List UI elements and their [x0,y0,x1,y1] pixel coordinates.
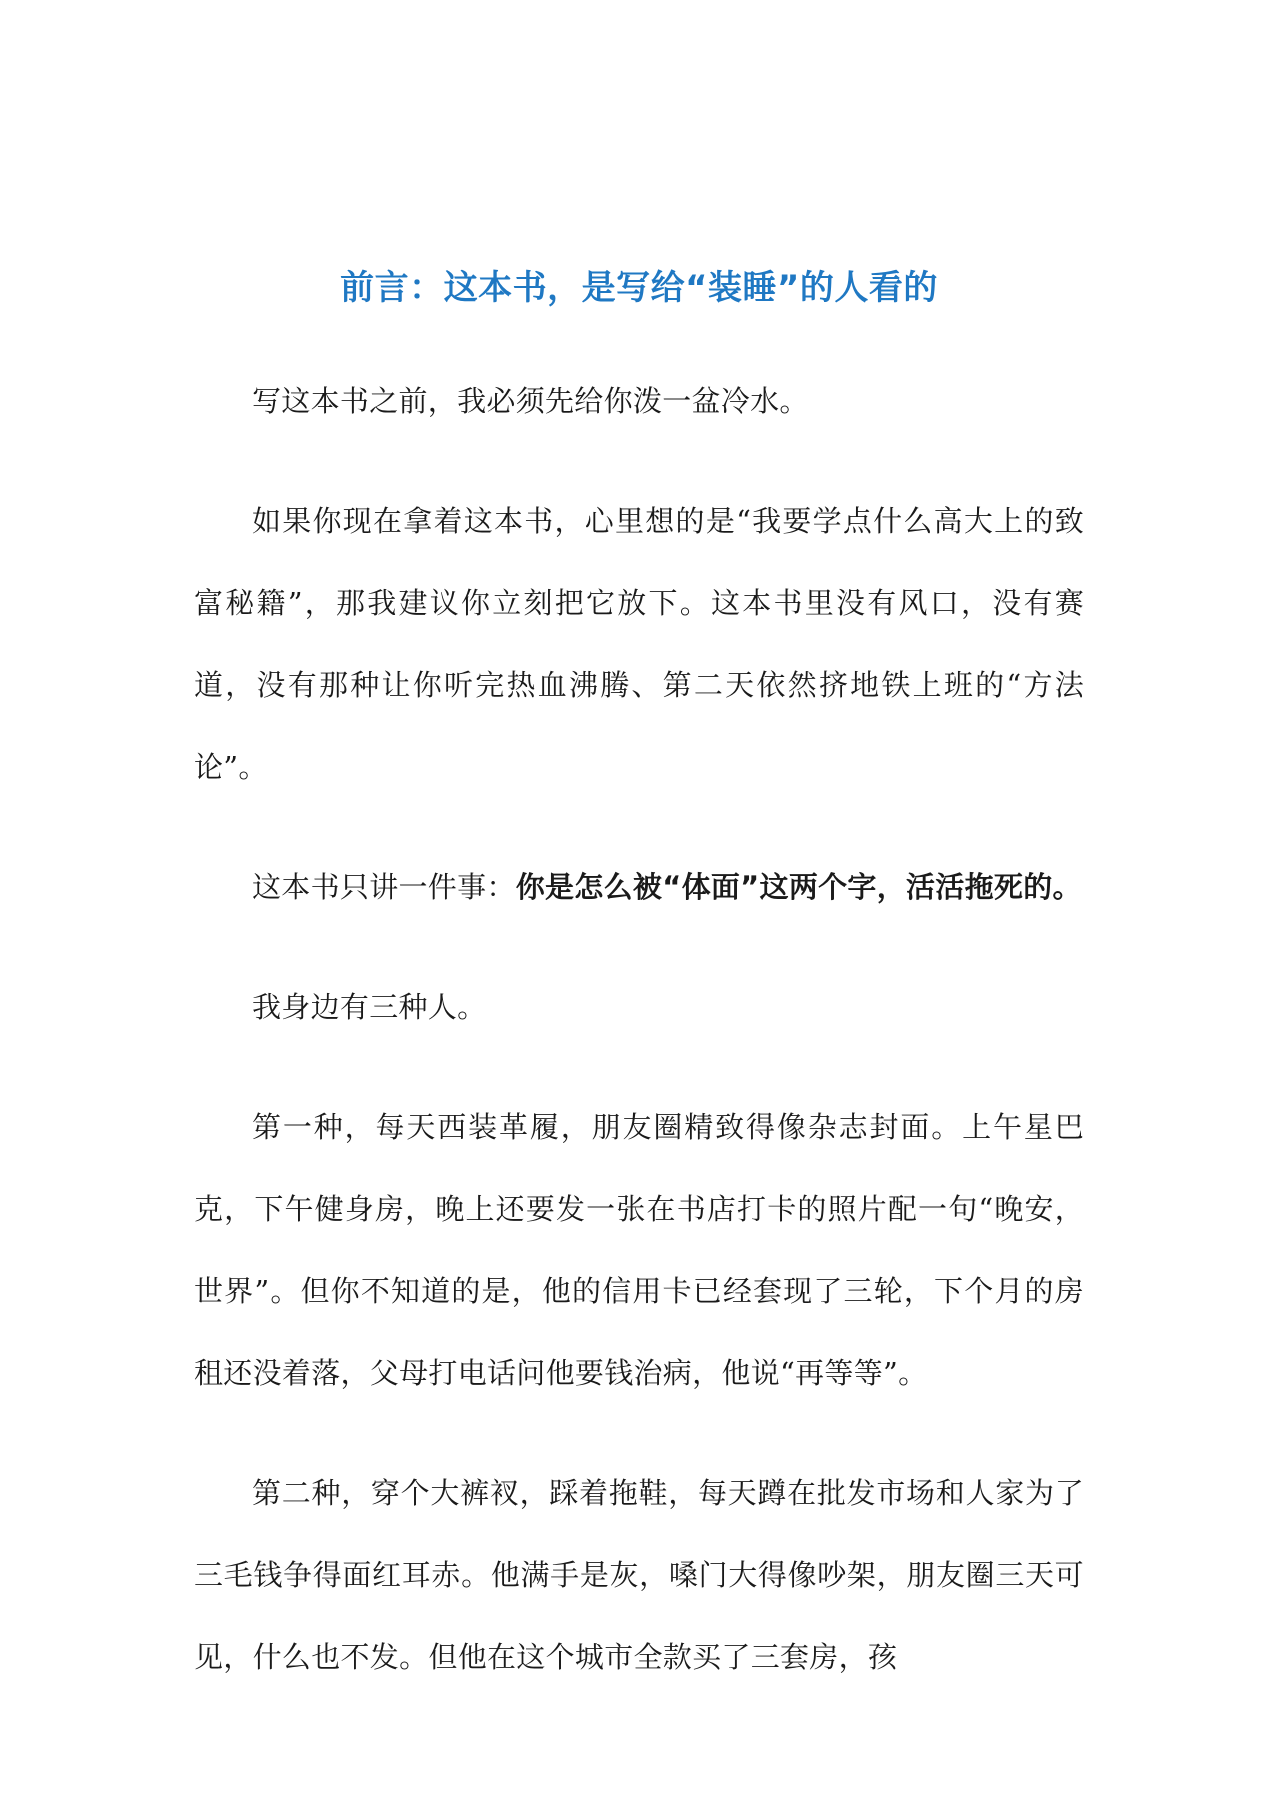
emphasis-text: 你是怎么被“体面”这两个字，活活拖死的。 [515,870,1082,904]
paragraph: 第一种，每天西装革履，朋友圈精致得像杂志封面。上午星巴克，下午健身房，晚上还要发一张在书店打卡的照片配一句“晚安，世界”。但你不知道的是，他的信用卡已经套现了三轮，下个月的房租还没着落，父母打电话问他要钱治病，他说“再等等”。 [194,1110,1084,1390]
paragraph: 如果你现在拿着这本书，心里想的是“我要学点什么高大上的致富秘籍”，那我建议你立刻把它放下。这本书里没有风口，没有赛道，没有那种让你听完热血沸腾、第二天依然挤地铁上班的“方法论”。 [194,504,1084,784]
paragraph-lead-text: 这本书只讲一件事： [252,870,516,904]
paragraph: 第二种，穿个大裤衩，踩着拖鞋，每天蹲在批发市场和人家为了三毛钱争得面红耳赤。他满手是灰，嗓门大得像吵架，朋友圈三天可见，什么也不发。但他在这个城市全款买了三套房，孩 [194,1476,1084,1674]
page-title: 前言：这本书，是写给“装睡”的人看的 [340,268,938,308]
paragraph: 我身边有三种人。 [252,990,487,1024]
document-body [194,262,1084,1698]
paragraph: 写这本书之前，我必须先给你泼一盆冷水。 [252,384,809,418]
paragraph-with-emphasis [194,846,1084,928]
